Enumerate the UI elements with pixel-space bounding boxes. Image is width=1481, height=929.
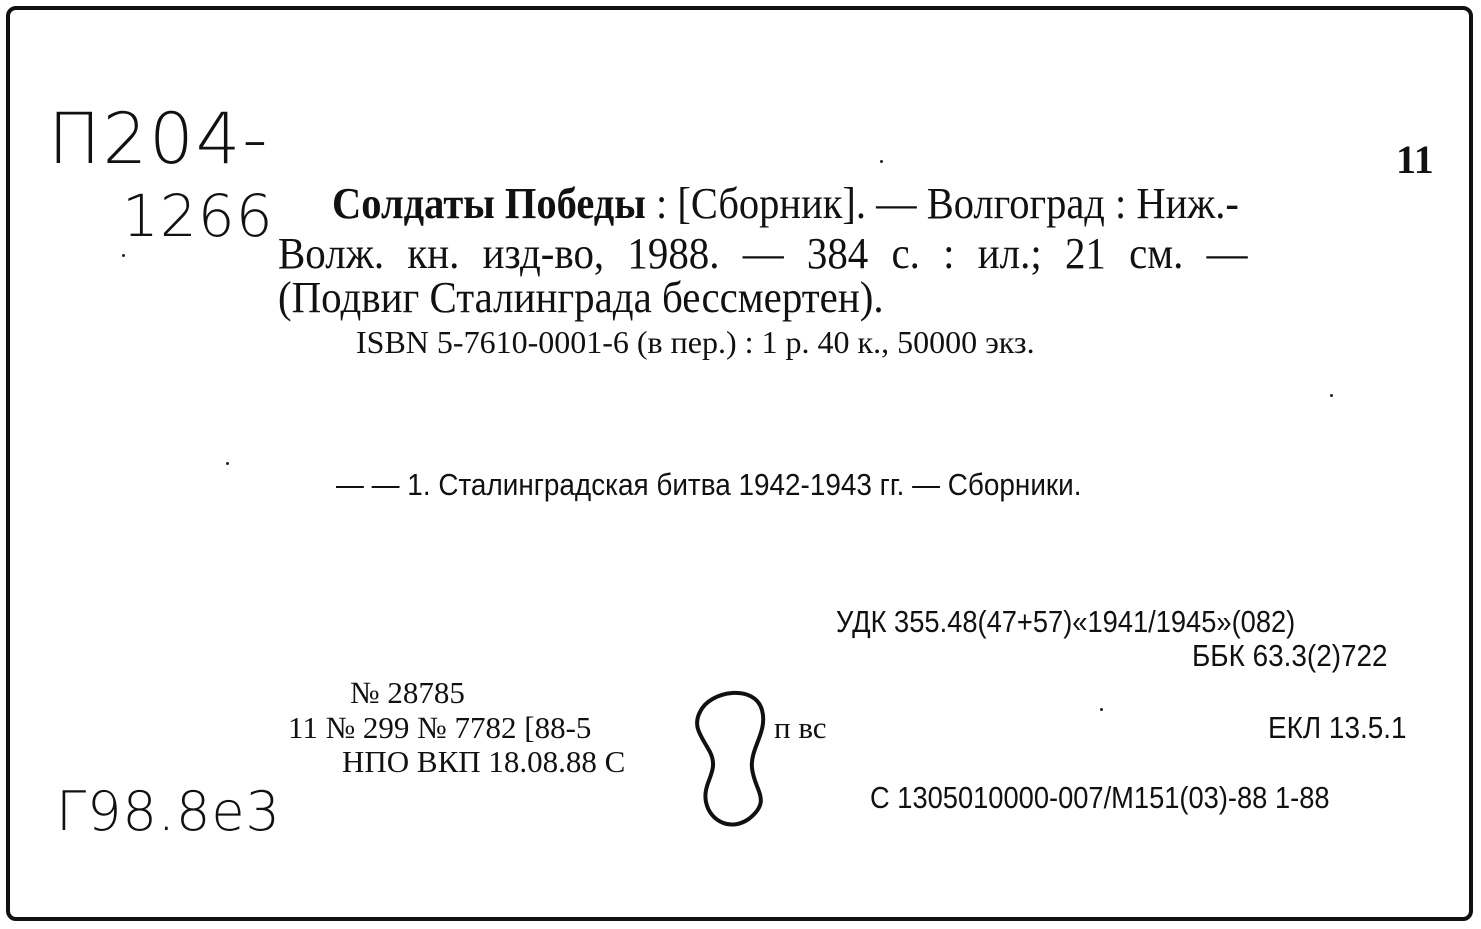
print-info-line-1-end: п вс: [774, 710, 827, 745]
isbn-line: ISBN 5-7610-0001-6 (в пер.) : 1 р. 40 к., 50000 экз.: [356, 324, 1035, 360]
scan-speck: [122, 254, 125, 257]
publisher-code: С 1305010000-007/М151(03)-88 1-88: [870, 780, 1330, 815]
bbk-code: ББК 63.3(2)722: [1192, 638, 1388, 673]
udk-code: УДК 355.48(47+57)«1941/1945»(082): [836, 604, 1296, 639]
entry-line-3: (Подвиг Сталинграда бессмертен).: [278, 273, 884, 322]
stamp-scribble: [680, 682, 790, 832]
card-number: 11: [1396, 137, 1434, 182]
ekl-code: ЕКЛ 13.5.1: [1268, 710, 1407, 745]
print-info-line-2: НПО ВКП 18.08.88 С: [342, 744, 626, 779]
handwritten-call-number-line1: П204-: [48, 98, 270, 180]
scan-speck: [1100, 708, 1103, 711]
scan-speck: [226, 462, 229, 465]
book-title: Солдаты Победы: [332, 179, 646, 228]
order-number: № 28785: [350, 675, 465, 710]
entry-line-2: Волж. кн. изд-во, 1988. — 384 с. : ил.; 21 см. —: [278, 229, 1248, 278]
subject-heading: — — 1. Сталинградская битва 1942-1943 гг. — Сборники.: [336, 467, 1082, 502]
scan-speck: [1330, 394, 1333, 397]
scan-speck: [880, 160, 883, 163]
print-info-line-1: 11 № 299 № 7782 [88-5: [288, 710, 592, 745]
handwritten-call-number-line2: 1266: [122, 182, 274, 250]
handwritten-inventory-number: Г98.8е3: [56, 780, 281, 843]
entry-title-continuation: : [Сборник]. — Волгоград : Ниж.-: [645, 179, 1239, 228]
entry-line-1: [332, 178, 1239, 229]
